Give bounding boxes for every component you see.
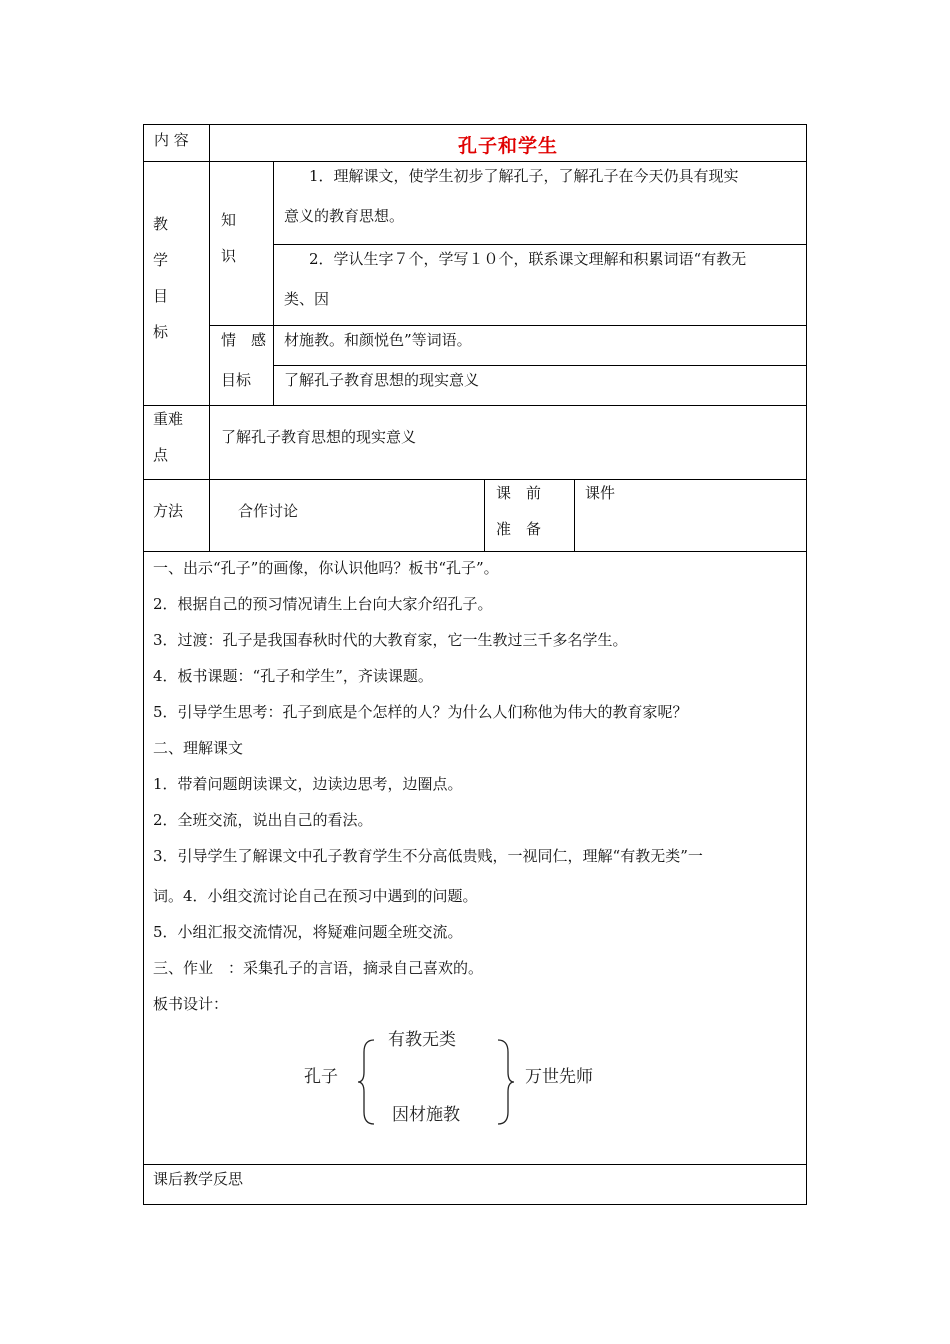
page-title: 孔子和学生 xyxy=(457,135,558,157)
process-line: 一、出示“孔子”的画像，你认识他吗？板书“孔子”。 xyxy=(153,559,499,577)
process-line: 3．引导学生了解课文中孔子教育学生不分高低贵贱，一视同仁，理解“有教无类”一 xyxy=(153,847,703,865)
row-divider xyxy=(273,244,807,245)
table-border-left xyxy=(143,124,144,1205)
right-brace-icon xyxy=(494,1038,516,1126)
objective-item-2-line-1: 2．学认生字７个，学写１０个，联系课文理解和积累词语“有教无 xyxy=(309,250,747,268)
process-line: 5．小组汇报交流情况，将疑难问题全班交流。 xyxy=(153,923,463,941)
row-divider xyxy=(143,551,807,552)
table-border-right xyxy=(806,124,807,1205)
row-divider xyxy=(143,1164,807,1165)
process-line: 二、理解课文 xyxy=(153,739,244,757)
process-line: 板书设计： xyxy=(153,995,229,1013)
difficulty-label-line-1: 重难 xyxy=(153,410,184,428)
objectives-label-char: 标 xyxy=(153,323,169,341)
knowledge-label-char: 识 xyxy=(221,247,237,265)
row-divider xyxy=(210,325,807,326)
row-divider xyxy=(143,405,807,406)
process-line: 5．引导学生思考：孔子到底是个怎样的人？为什么人们称他为伟大的教育家呢？ xyxy=(153,703,688,721)
objectives-label-char: 目 xyxy=(153,287,169,305)
objective-item-2-line-2: 类、因 xyxy=(284,290,330,308)
process-line: 2．根据自己的预习情况请生上台向大家介绍孔子。 xyxy=(153,595,493,613)
goal-label: 目标 xyxy=(221,371,252,389)
preparation-value: 课件 xyxy=(585,484,616,502)
emotion-text: 材施教。和颜悦色”等词语。 xyxy=(284,331,472,349)
emotion-label: 情 感 xyxy=(221,331,267,349)
col-divider xyxy=(209,124,210,551)
process-line: 词。4．小组交流讨论自己在预习中遇到的问题。 xyxy=(153,887,478,905)
method-text: 合作讨论 xyxy=(238,502,299,520)
left-brace-icon xyxy=(356,1038,378,1126)
process-line: 三、作业 ：采集孔子的言语，摘录自己喜欢的。 xyxy=(153,959,484,977)
row-divider xyxy=(143,161,807,162)
difficulty-text: 了解孔子教育思想的现实意义 xyxy=(221,428,417,446)
reflection-label: 课后教学反思 xyxy=(153,1170,244,1188)
objective-item-1-line-2: 意义的教育思想。 xyxy=(284,207,405,225)
table-border-bottom xyxy=(143,1204,807,1205)
objective-item-1-line-1: 1．理解课文，使学生初步了解孔子，了解孔子在今天仍具有现实 xyxy=(309,167,739,185)
row-divider xyxy=(143,479,807,480)
col-divider xyxy=(484,479,485,551)
col-divider xyxy=(574,479,575,551)
objectives-label-char: 教 xyxy=(153,215,169,233)
objectives-label-char: 学 xyxy=(153,251,169,269)
process-line: 2．全班交流，说出自己的看法。 xyxy=(153,811,373,829)
method-label: 方法 xyxy=(153,502,184,520)
content-label: 内 容 xyxy=(154,131,189,149)
preparation-label-line-1: 课 前 xyxy=(496,484,542,502)
process-line: 4．板书课题：“孔子和学生”，齐读课题。 xyxy=(153,667,433,685)
preparation-label-line-2: 准 备 xyxy=(496,520,542,538)
difficulty-label-line-2: 点 xyxy=(153,446,169,464)
col-divider xyxy=(273,161,274,405)
process-line: 1．带着问题朗读课文，边读边思考，边圈点。 xyxy=(153,775,463,793)
process-line: 3．过渡：孔子是我国春秋时代的大教育家，它一生教过三千多名学生。 xyxy=(153,631,628,649)
board-left-text: 孔子 xyxy=(304,1067,338,1087)
knowledge-label-char: 知 xyxy=(221,211,237,229)
row-divider xyxy=(273,365,807,366)
board-bottom-text: 因材施教 xyxy=(392,1105,460,1125)
goal-text: 了解孔子教育思想的现实意义 xyxy=(284,371,480,389)
board-right-text: 万世先师 xyxy=(525,1067,593,1087)
table-border-top xyxy=(143,124,807,125)
board-top-text: 有教无类 xyxy=(388,1030,456,1050)
